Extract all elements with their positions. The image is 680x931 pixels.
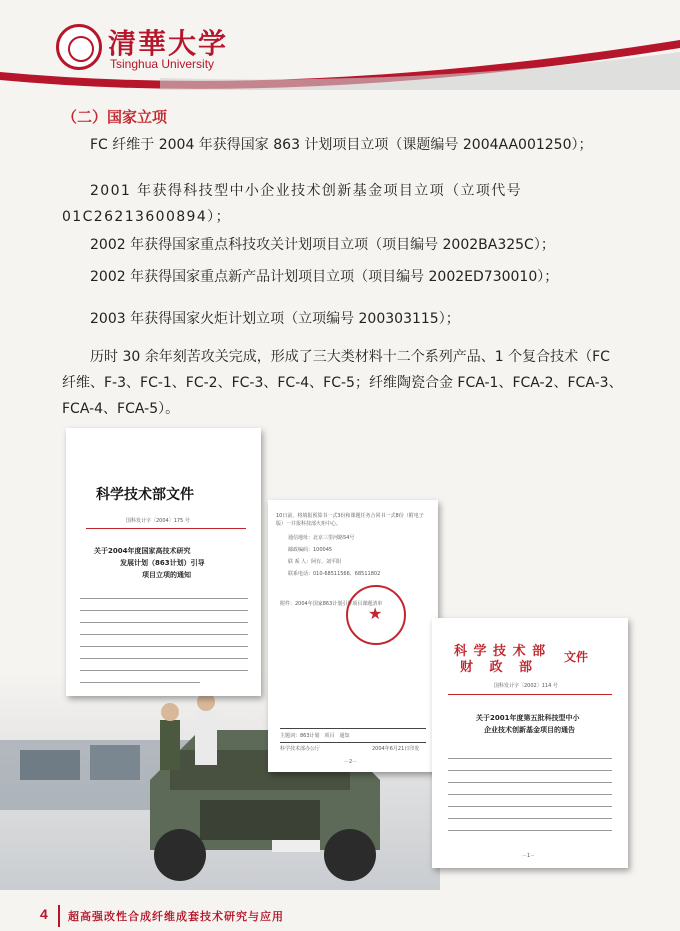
paragraph-863-project: FC 纤维于 2004 年获得国家 863 计划项目立项（课题编号 2004AA001250）； bbox=[90, 137, 593, 153]
doc2-office: 科学技术部办公厅 bbox=[280, 746, 321, 752]
doc1-number: 国科发计字〔2004〕175 号 bbox=[126, 518, 190, 524]
section-title: （二）国家立项 bbox=[62, 108, 168, 126]
doc3-text-line bbox=[448, 758, 612, 759]
doc2-address: 通信地址：北京三里河路54号 bbox=[288, 535, 355, 541]
doc3-text-line bbox=[448, 806, 612, 807]
doc3-heading-line1: 科 学 技 术 部 bbox=[454, 644, 547, 659]
page-number: 4 bbox=[40, 906, 48, 922]
doc2-date: 2004年6月21日印发 bbox=[372, 746, 420, 752]
doc3-text-line bbox=[448, 770, 612, 771]
logo-chinese: 清華大学 bbox=[108, 27, 229, 60]
doc3-text-line bbox=[448, 794, 612, 795]
doc1-title-line1: 关于2004年度国家高技术研究 bbox=[94, 547, 191, 555]
paragraph-innovation-fund: 2001 年获得科技型中小企业技术创新基金项目立项（立项代号 01C26213600894）； bbox=[62, 183, 523, 225]
doc2-divider bbox=[280, 742, 426, 743]
paragraph-torch-plan: 2003 年获得国家火炬计划立项（立项编号 200303115）； bbox=[90, 311, 460, 327]
doc3-title-line1: 关于2001年度第五批科技型中小 bbox=[476, 714, 580, 722]
doc-863-notice-page2 bbox=[268, 500, 438, 772]
paragraph-summary: 历时 30 余年刻苦攻关完成，形成了三大类材料十二个系列产品、1 个复合技术（FC 纤维、F-3、FC-1、FC-2、FC-3、FC-4、FC-5；纤维陶瓷合金 FCA-1、FCA-2、FCA-3、FCA-4、FCA-5）。 bbox=[62, 349, 623, 417]
doc2-postcode: 邮政编码：100045 bbox=[288, 547, 333, 553]
doc1-title-line3: 项目立项的通知 bbox=[142, 571, 191, 579]
doc-863-notice bbox=[66, 428, 261, 696]
doc2-page: －2－ bbox=[344, 759, 358, 765]
doc1-text-line bbox=[80, 670, 248, 671]
doc3-heading-line2: 财 政 部 bbox=[460, 660, 539, 675]
doc2-keywords: 主题词：863计划 项目 通知 bbox=[280, 733, 350, 739]
doc3-page: －1－ bbox=[522, 853, 536, 859]
doc3-divider bbox=[448, 694, 612, 695]
doc1-text-line bbox=[80, 622, 248, 623]
footer-divider bbox=[58, 905, 60, 927]
doc1-text-line bbox=[80, 658, 248, 659]
doc3-text-line bbox=[448, 818, 612, 819]
footer-book-title: 超高强改性合成纤维成套技术研究与应用 bbox=[68, 910, 284, 923]
doc2-line1: 10日前，将填报预算书一式3份和课题任务合同书一式8份（附电子版）一并报科技部火炬中心。 bbox=[276, 513, 424, 527]
doc3-number: 国科发计字〔2002〕114 号 bbox=[494, 683, 558, 689]
doc1-heading: 科学技术部文件 bbox=[96, 487, 194, 503]
doc1-text-line bbox=[80, 646, 248, 647]
doc1-text-line bbox=[80, 682, 200, 683]
paragraph-key-tech: 2002 年获得国家重点科技攻关计划项目立项（项目编号 2002BA325C）； bbox=[90, 237, 555, 253]
logo-english: Tsinghua University bbox=[110, 57, 215, 71]
doc1-text-line bbox=[80, 634, 248, 635]
doc-innovation-fund-notice bbox=[432, 618, 628, 868]
doc3-text-line bbox=[448, 782, 612, 783]
header-swoosh bbox=[0, 0, 680, 95]
doc1-text-line bbox=[80, 598, 248, 599]
doc2-divider bbox=[280, 728, 426, 729]
paragraph-new-product: 2002 年获得国家重点新产品计划项目立项（项目编号 2002ED730010）； bbox=[90, 269, 559, 285]
doc2-attachment: 附件：2004年国家863计划引导项目课题清单 bbox=[280, 601, 383, 607]
doc3-title-line2: 企业技术创新基金项目的通告 bbox=[484, 726, 575, 734]
doc2-phone: 联系电话：010-68511566、68511802 bbox=[288, 571, 381, 577]
doc1-title-line2: 发展计划（863计划）引导 bbox=[120, 559, 205, 567]
doc3-heading-suffix: 文件 bbox=[564, 650, 589, 664]
page-header bbox=[0, 0, 680, 90]
doc3-text-line bbox=[448, 830, 612, 831]
doc1-text-line bbox=[80, 610, 248, 611]
doc1-divider bbox=[86, 528, 246, 529]
official-stamp-icon bbox=[346, 585, 406, 645]
doc2-contact: 联 系 人：阿有、刘平阳 bbox=[288, 559, 342, 565]
tsinghua-seal-icon bbox=[56, 24, 102, 70]
